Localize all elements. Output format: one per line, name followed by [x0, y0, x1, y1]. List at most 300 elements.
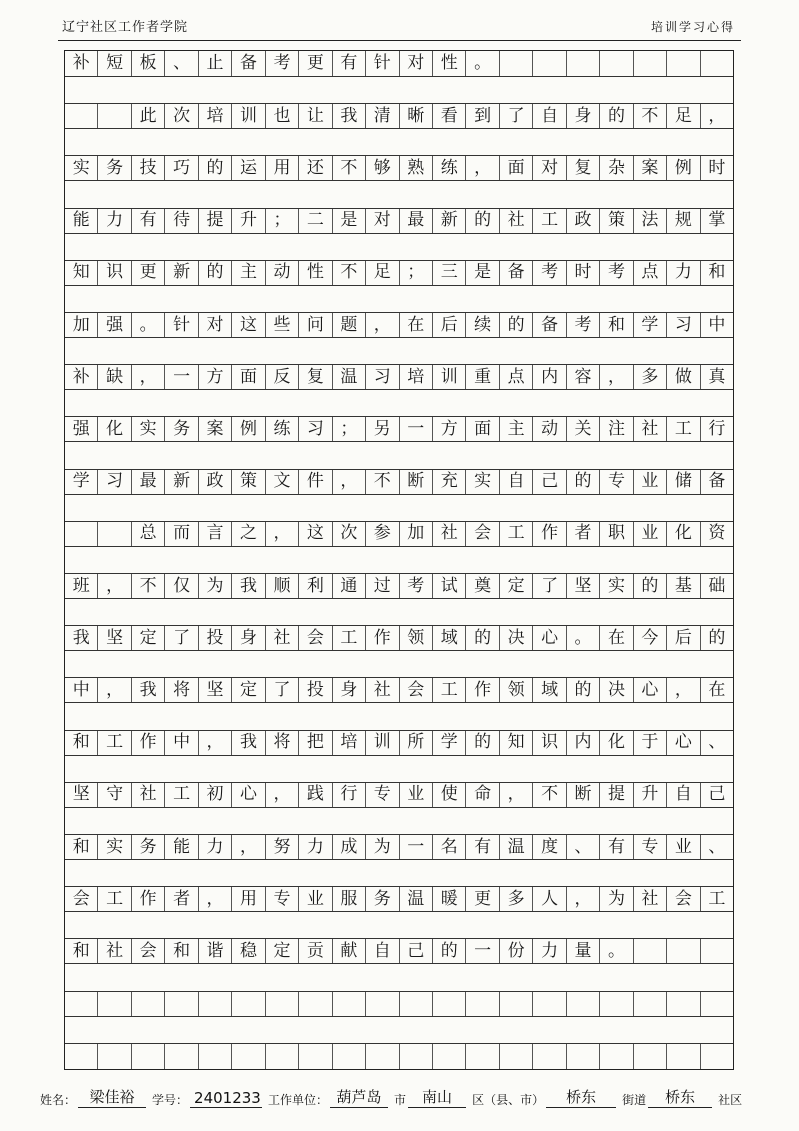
grid-cell: 也 [266, 104, 299, 128]
grid-cell: 。 [600, 939, 633, 963]
grid-cell: 在 [400, 313, 433, 337]
grid-cell: 身 [333, 678, 366, 702]
grid-cell [400, 1044, 433, 1069]
grid-cell: 例 [232, 417, 265, 441]
grid-cell [667, 939, 700, 963]
grid-cell [634, 51, 667, 76]
grid-cell: 备 [500, 261, 533, 285]
grid-cell: 培 [400, 365, 433, 389]
grid-cell: 对 [400, 51, 433, 76]
grid-cell: 性 [299, 261, 332, 285]
grid-row [65, 469, 733, 495]
grid-cell: 新 [165, 470, 198, 494]
grid-cell [634, 1044, 667, 1069]
grid-cell: 后 [667, 626, 700, 650]
grid-cell: 而 [165, 522, 198, 546]
grid-cell: 作 [132, 887, 165, 911]
grid-cell: 业 [634, 470, 667, 494]
page-header [0, 0, 799, 46]
grid-row [65, 208, 733, 234]
grid-cell [98, 522, 131, 546]
grid-cell [98, 104, 131, 128]
grid-cell: 务 [132, 835, 165, 859]
grid-cell: ； [400, 261, 433, 285]
grid-cell [567, 51, 600, 76]
grid-cell: 行 [708, 418, 726, 439]
grid-cell [701, 51, 733, 76]
grid-cell: 更 [132, 261, 165, 285]
grid-cell: 方 [199, 365, 232, 389]
grid-cell [667, 51, 700, 76]
grid-cell [533, 1044, 566, 1069]
grid-cell: 注 [600, 417, 633, 441]
grid-cell: 通 [333, 574, 366, 598]
grid-cell: ， [600, 365, 633, 389]
grid-cell [466, 992, 499, 1016]
grid-cell: 身 [567, 104, 600, 128]
grid-cell [701, 939, 733, 963]
grid-cell: 过 [366, 574, 399, 598]
grid-cell: 社 [98, 939, 131, 963]
grid-cell: 充 [433, 470, 466, 494]
grid-cell: 领 [400, 626, 433, 650]
grid-cell: 新 [165, 261, 198, 285]
grid-cell: 将 [266, 731, 299, 755]
grid-cell: 自 [667, 783, 700, 807]
grid-cell: 和 [165, 939, 198, 963]
grid-cell: 自 [500, 470, 533, 494]
student-id-label: 学号： [152, 1093, 189, 1107]
grid-cell [199, 1044, 232, 1069]
grid-cell: 板 [132, 51, 165, 76]
grid-cell: 强 [98, 313, 131, 337]
grid-row [65, 364, 733, 390]
grid-cell: 学 [433, 731, 466, 755]
grid-cell: 学 [65, 470, 98, 494]
grid-cell: 不 [333, 261, 366, 285]
grid-cell: 不 [533, 783, 566, 807]
grid-cell: 备 [533, 313, 566, 337]
grid-cell: 所 [400, 731, 433, 755]
grid-cell [533, 51, 566, 76]
grid-cell: 坚 [98, 626, 131, 650]
grid-cell: 备 [708, 471, 726, 492]
grid-cell: 熟 [400, 156, 433, 180]
grid-cell [567, 992, 600, 1016]
grid-row [65, 625, 733, 651]
grid-cell: 定 [232, 678, 265, 702]
grid-cell: 考 [266, 51, 299, 76]
grid-cell: 的 [199, 261, 232, 285]
grid-cell: ， [266, 522, 299, 546]
grid-cell [232, 1044, 265, 1069]
header-rule [58, 40, 741, 41]
grid-cell: ， [567, 887, 600, 911]
community-value: 桥东 [648, 1086, 712, 1108]
grid-cell: 社 [132, 783, 165, 807]
grid-cell: 多 [500, 887, 533, 911]
grid-cell: 我 [65, 626, 98, 650]
grid-cell: 训 [232, 104, 265, 128]
grid-cell: 化 [667, 522, 700, 546]
grid-cell: 领 [500, 678, 533, 702]
grid-cell: 试 [433, 574, 466, 598]
grid-cell: 域 [533, 678, 566, 702]
grid-cell: 续 [466, 313, 499, 337]
grid-cell: 复 [299, 365, 332, 389]
grid-cell: 主 [500, 417, 533, 441]
grid-cell: 业 [634, 522, 667, 546]
grid-cell: 件 [299, 470, 332, 494]
grid-cell: 复 [567, 156, 600, 180]
grid-cell: 是 [466, 261, 499, 285]
grid-cell: 实 [466, 470, 499, 494]
grid-cell: 坚 [65, 783, 98, 807]
grid-cell: 己 [400, 939, 433, 963]
grid-cell: 政 [199, 470, 232, 494]
grid-cell: 社 [433, 522, 466, 546]
grid-cell: 补 [65, 365, 98, 389]
grid-cell [65, 1044, 98, 1069]
grid-cell: 投 [199, 626, 232, 650]
grid-cell: 实 [600, 574, 633, 598]
grid-cell: 初 [199, 783, 232, 807]
community-label: 社区 [718, 1093, 743, 1107]
grid-cell: 业 [299, 887, 332, 911]
grid-cell: 补 [65, 51, 98, 76]
grid-cell: 例 [667, 156, 700, 180]
grid-cell: 了 [500, 104, 533, 128]
grid-cell: 的 [634, 574, 667, 598]
grid-cell: 自 [366, 939, 399, 963]
grid-cell: 。 [567, 626, 600, 650]
grid-cell: 使 [433, 783, 466, 807]
grid-cell: 在 [708, 679, 726, 700]
grid-cell: 础 [708, 575, 726, 596]
grid-row [65, 886, 733, 912]
grid-cell: 新 [433, 209, 466, 233]
grid-cell: 次 [165, 104, 198, 128]
grid-cell: 的 [708, 627, 726, 648]
grid-cell: 内 [567, 731, 600, 755]
grid-cell: 的 [199, 156, 232, 180]
grid-cell: 努 [266, 835, 299, 859]
grid-cell: 提 [600, 783, 633, 807]
grid-cell: 面 [232, 365, 265, 389]
grid-cell: 工 [98, 731, 131, 755]
grid-cell [366, 1044, 399, 1069]
grid-cell: 成 [333, 835, 366, 859]
grid-cell [600, 992, 633, 1016]
grid-cell: 让 [299, 104, 332, 128]
grid-cell: 题 [333, 313, 366, 337]
grid-cell: 心 [533, 626, 566, 650]
grid-cell: 言 [199, 522, 232, 546]
city-value: 葫芦岛 [330, 1086, 388, 1108]
name-label: 姓名： [40, 1093, 77, 1107]
grid-cell: 面 [466, 417, 499, 441]
grid-cell [199, 992, 232, 1016]
grid-cell: 自 [533, 104, 566, 128]
grid-cell: 者 [567, 522, 600, 546]
grid-cell: 、 [165, 51, 198, 76]
grid-cell: 政 [567, 209, 600, 233]
grid-cell: 断 [400, 470, 433, 494]
grid-cell: 职 [600, 522, 633, 546]
grid-cell: 工 [433, 678, 466, 702]
grid-cell: 工 [500, 522, 533, 546]
grid-cell: ， [98, 574, 131, 598]
grid-cell: 稳 [232, 939, 265, 963]
grid-cell: 不 [634, 104, 667, 128]
grid-cell: 会 [132, 939, 165, 963]
grid-cell: ， [667, 678, 700, 702]
grid-cell: ， [366, 313, 399, 337]
grid-cell: 、 [708, 836, 726, 857]
grid-cell [500, 51, 533, 76]
grid-cell: 是 [333, 209, 366, 233]
grid-cell: 人 [533, 887, 566, 911]
grid-cell [98, 992, 131, 1016]
grid-cell: 考 [533, 261, 566, 285]
grid-cell: 的 [500, 313, 533, 337]
grid-cell: 服 [333, 887, 366, 911]
street-label: 街道 [622, 1093, 647, 1107]
grid-cell: 短 [98, 51, 131, 76]
grid-cell: 用 [266, 156, 299, 180]
grid-cell: 对 [533, 156, 566, 180]
grid-cell [132, 1044, 165, 1069]
grid-cell: 总 [132, 522, 165, 546]
grid-row [65, 782, 733, 808]
grid-cell: 者 [165, 887, 198, 911]
grid-cell: ， [132, 365, 165, 389]
grid-cell: 会 [65, 887, 98, 911]
grid-cell: 对 [366, 209, 399, 233]
grid-cell: 技 [132, 156, 165, 180]
grid-cell: 班 [65, 574, 98, 598]
grid-cell: 二 [299, 209, 332, 233]
grid-cell [266, 1044, 299, 1069]
grid-cell: 一 [466, 939, 499, 963]
grid-cell: 中 [708, 314, 726, 335]
district-label: 区（县、市） [472, 1093, 545, 1107]
grid-cell [65, 104, 98, 128]
grid-cell: 社 [266, 626, 299, 650]
grid-cell: 点 [500, 365, 533, 389]
grid-cell: 工 [98, 887, 131, 911]
grid-cell: 投 [299, 678, 332, 702]
district-value: 南山 [408, 1086, 466, 1108]
grid-cell: 于 [634, 731, 667, 755]
grid-cell: 定 [132, 626, 165, 650]
grid-cell: ， [98, 678, 131, 702]
grid-cell: 知 [65, 261, 98, 285]
grid-cell: 决 [500, 626, 533, 650]
grid-cell: 更 [466, 887, 499, 911]
grid-cell: 止 [199, 51, 232, 76]
grid-cell: 备 [232, 51, 265, 76]
grid-cell: 务 [165, 417, 198, 441]
work-unit-label: 工作单位： [268, 1093, 329, 1107]
institution-name: 辽宁社区工作者学院 [62, 20, 189, 35]
grid-cell: 升 [232, 209, 265, 233]
grid-cell: 温 [400, 887, 433, 911]
grid-cell: ， [500, 783, 533, 807]
grid-cell: 文 [266, 470, 299, 494]
grid-cell: ， [333, 470, 366, 494]
grid-cell: 我 [232, 574, 265, 598]
grid-cell [667, 1044, 700, 1069]
grid-cell: 考 [567, 313, 600, 337]
grid-cell: 专 [266, 887, 299, 911]
grid-cell: 提 [199, 209, 232, 233]
grid-cell: 奠 [466, 574, 499, 598]
grid-cell: 练 [433, 156, 466, 180]
grid-cell: 献 [333, 939, 366, 963]
grid-cell: 力 [299, 835, 332, 859]
grid-cell: 待 [165, 209, 198, 233]
grid-cell: 和 [708, 262, 726, 283]
grid-cell [165, 992, 198, 1016]
grid-cell: 另 [366, 417, 399, 441]
grid-cell: 还 [299, 156, 332, 180]
grid-cell: 参 [366, 522, 399, 546]
grid-cell: 为 [199, 574, 232, 598]
grid-cell: 心 [667, 731, 700, 755]
grid-cell: 运 [232, 156, 265, 180]
grid-row [65, 51, 733, 77]
grid-cell [600, 51, 633, 76]
grid-cell: 度 [533, 835, 566, 859]
grid-cell: 会 [466, 522, 499, 546]
grid-cell [600, 1044, 633, 1069]
grid-cell: 行 [333, 783, 366, 807]
grid-cell: 最 [400, 209, 433, 233]
grid-cell: 的 [600, 104, 633, 128]
grid-cell: 三 [433, 261, 466, 285]
grid-cell: 之 [232, 522, 265, 546]
grid-cell: 案 [634, 156, 667, 180]
grid-cell: 坚 [199, 678, 232, 702]
grid-cell: 、 [567, 835, 600, 859]
grid-cell: 谐 [199, 939, 232, 963]
signature-footer [40, 1078, 759, 1108]
grid-cell: 反 [266, 365, 299, 389]
grid-cell: ， [466, 156, 499, 180]
grid-cell: 工 [333, 626, 366, 650]
grid-cell: 有 [466, 835, 499, 859]
grid-cell: 和 [65, 939, 98, 963]
writing-grid [64, 50, 734, 1070]
grid-cell: 内 [533, 365, 566, 389]
grid-cell [667, 992, 700, 1016]
grid-cell: 的 [466, 626, 499, 650]
grid-cell: 中 [165, 731, 198, 755]
grid-cell: 巧 [165, 156, 198, 180]
grid-cell: 一 [400, 835, 433, 859]
grid-cell: 专 [366, 783, 399, 807]
grid-cell: 习 [667, 313, 700, 337]
grid-cell: 温 [333, 365, 366, 389]
grid-cell: ， [199, 731, 232, 755]
grid-cell: 这 [299, 522, 332, 546]
grid-cell: ， [232, 835, 265, 859]
grid-cell [333, 1044, 366, 1069]
grid-cell: ， [266, 783, 299, 807]
grid-cell: 动 [266, 261, 299, 285]
grid-cell: 社 [634, 417, 667, 441]
grid-cell: 实 [65, 156, 98, 180]
grid-cell: 将 [165, 678, 198, 702]
street-value: 桥东 [546, 1086, 616, 1108]
grid-row [65, 521, 733, 547]
grid-cell: 用 [232, 887, 265, 911]
grid-cell: 晰 [400, 104, 433, 128]
grid-cell: 训 [433, 365, 466, 389]
grid-cell: 的 [567, 678, 600, 702]
grid-cell: 工 [165, 783, 198, 807]
grid-cell: 资 [708, 523, 726, 544]
grid-cell: 对 [199, 313, 232, 337]
grid-cell: 务 [366, 887, 399, 911]
grid-cell: 为 [600, 887, 633, 911]
grid-cell: 不 [333, 156, 366, 180]
grid-cell [634, 939, 667, 963]
grid-cell: 作 [466, 678, 499, 702]
grid-cell: 我 [333, 104, 366, 128]
grid-cell: 不 [132, 574, 165, 598]
grid-cell: 我 [232, 731, 265, 755]
grid-cell: 的 [466, 731, 499, 755]
grid-cell: 点 [634, 261, 667, 285]
grid-cell [567, 1044, 600, 1069]
grid-cell: 一 [400, 417, 433, 441]
grid-cell: 。 [132, 313, 165, 337]
grid-cell: 次 [333, 522, 366, 546]
grid-cell: 专 [634, 835, 667, 859]
grid-cell: 这 [232, 313, 265, 337]
grid-cell: 力 [533, 939, 566, 963]
grid-cell: 决 [600, 678, 633, 702]
grid-cell: 学 [634, 313, 667, 337]
grid-cell: 些 [266, 313, 299, 337]
grid-cell: 我 [132, 678, 165, 702]
grid-cell [132, 992, 165, 1016]
grid-cell: 务 [98, 156, 131, 180]
grid-cell: 域 [433, 626, 466, 650]
grid-cell: 把 [299, 731, 332, 755]
grid-cell: 缺 [98, 365, 131, 389]
grid-cell: 习 [366, 365, 399, 389]
grid-cell [266, 992, 299, 1016]
grid-cell: 有 [600, 835, 633, 859]
grid-cell: 培 [333, 731, 366, 755]
name-value: 梁佳裕 [78, 1086, 146, 1108]
grid-cell: 社 [366, 678, 399, 702]
grid-cell: 和 [65, 835, 98, 859]
grid-cell: 实 [98, 835, 131, 859]
grid-cell: 杂 [600, 156, 633, 180]
grid-cell: 中 [65, 678, 98, 702]
grid-cell: 社 [634, 887, 667, 911]
grid-cell [65, 992, 98, 1016]
grid-cell: 顺 [266, 574, 299, 598]
grid-row [65, 834, 733, 860]
grid-row [65, 677, 733, 703]
grid-cell: 习 [299, 417, 332, 441]
grid-cell: 了 [533, 574, 566, 598]
